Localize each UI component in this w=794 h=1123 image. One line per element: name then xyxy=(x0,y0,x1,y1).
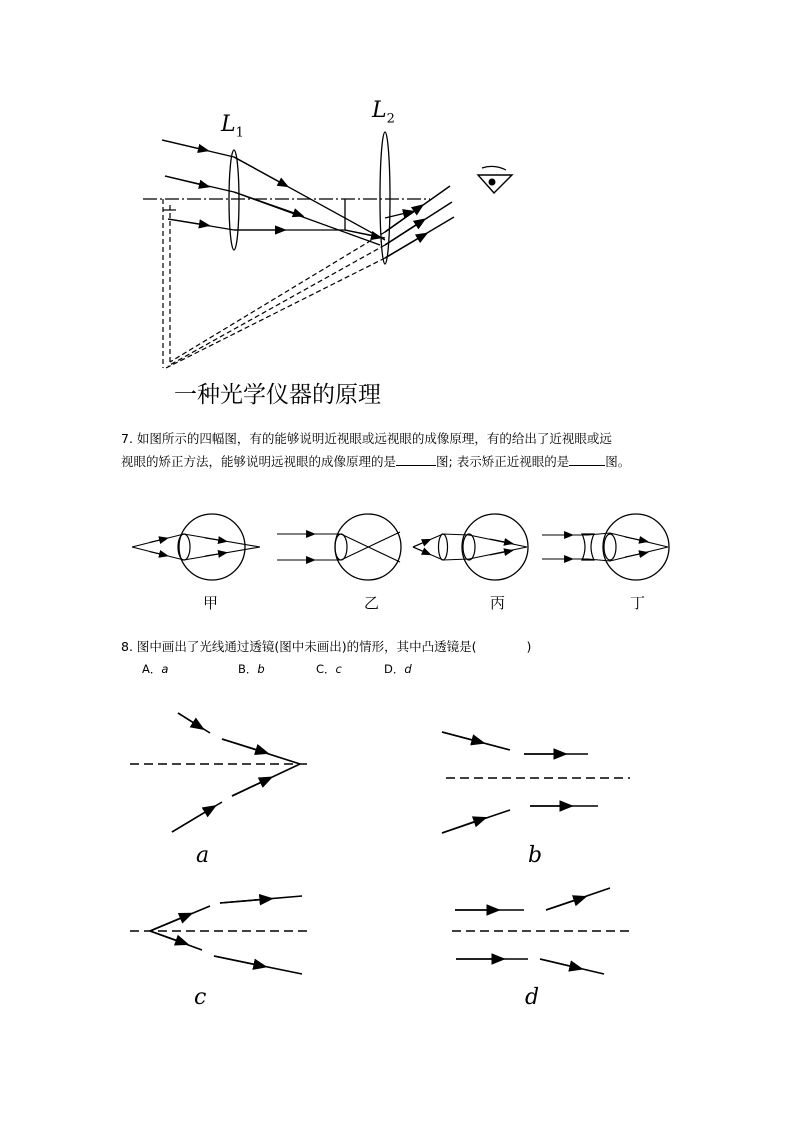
q7-line2: 视眼的矫正方法，能够说明远视眼的成像原理的是 图; 表示矫正近视眼的是 图。 xyxy=(121,450,630,474)
eye-label-yi: 乙 xyxy=(364,594,380,612)
diagram-label-b: b xyxy=(528,843,543,868)
option-a[interactable]: A．a xyxy=(142,662,169,676)
eye-label-bing: 丙 xyxy=(490,594,506,612)
figure-caption: 一种光学仪器的原理 xyxy=(174,382,381,408)
label-l2: $L_2$ xyxy=(372,98,395,127)
diagram-label-d: d xyxy=(525,985,540,1010)
ray-diagram-c xyxy=(130,896,312,974)
eye-label-ding: 丁 xyxy=(630,594,646,612)
ray-diagram-a xyxy=(130,713,312,832)
option-c[interactable]: C．c xyxy=(316,662,342,676)
label-l1: $L_1$ xyxy=(221,112,244,141)
diagram-label-c: c xyxy=(194,985,207,1010)
option-b[interactable]: B．b xyxy=(238,662,265,676)
option-d[interactable]: D．d xyxy=(384,662,412,676)
q7-line1: 7. 如图所示的四幅图，有的能够说明近视眼或远视眼的成像原理，有的给出了近视眼或远 xyxy=(121,431,612,446)
ray-diagram-b xyxy=(442,732,630,833)
diagram-label-a: a xyxy=(196,843,210,868)
eye-label-jia: 甲 xyxy=(203,594,219,612)
q8-stem: 8. 图中画出了光线通过透镜(图中未画出)的情形，其中凸透镜是( ) xyxy=(121,639,532,654)
ray-diagram-d xyxy=(452,888,634,974)
